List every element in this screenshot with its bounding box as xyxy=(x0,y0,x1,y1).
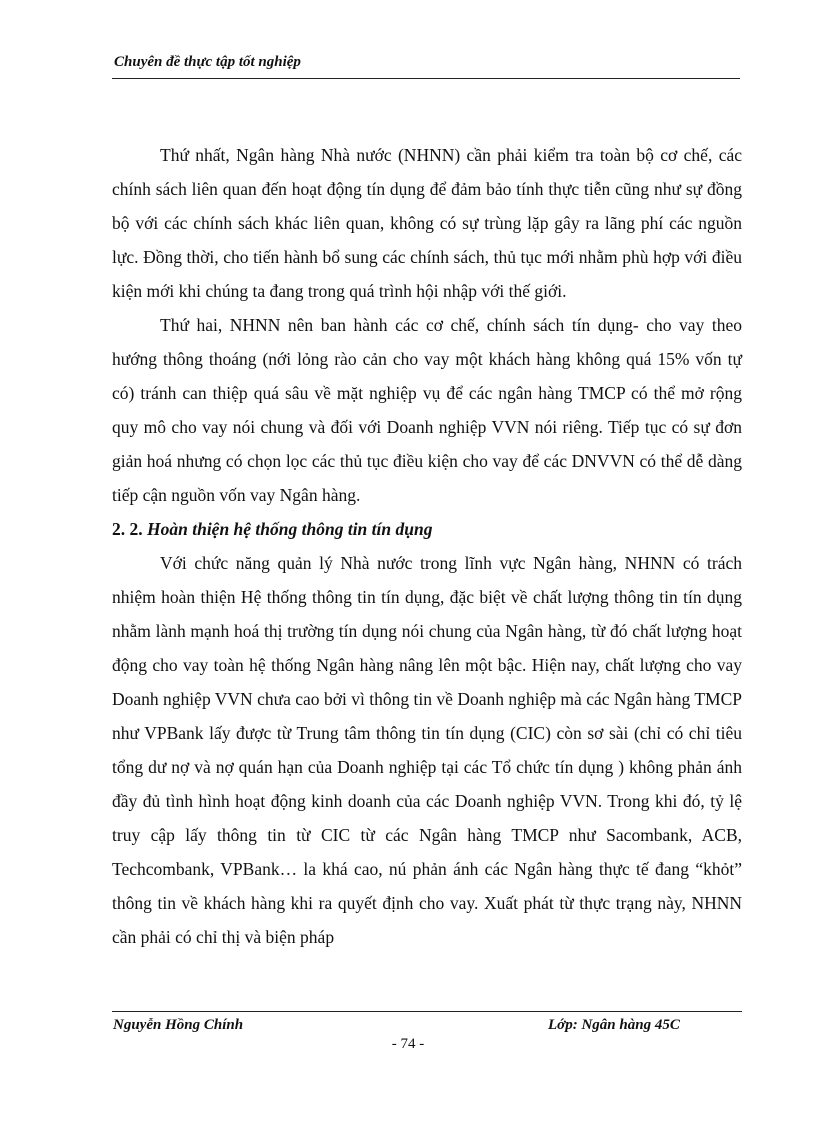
paragraph-first-measure: Thứ nhất, Ngân hàng Nhà nước (NHNN) cần phải kiểm tra toàn bộ cơ chế, các chính sách liên quan đến hoạt động tín dụng để đảm bảo tính thực tiễn cũng như sự đồng bộ với các chính sách khác liên quan, không có sự trùng lặp gây ra lãng phí các nguồn lực. Đồng thời, cho tiến hành bổ sung các chính sách, thủ tục mới nhằm phù hợp với điều kiện mới khi chúng ta đang trong quá trình hội nhập với thế giới. xyxy=(112,145,742,301)
footer-divider xyxy=(112,1011,742,1012)
page-number: - 74 - xyxy=(391,1036,425,1052)
header-title: Chuyên đề thực tập tốt nghiệp xyxy=(114,54,301,70)
section-heading xyxy=(112,512,742,546)
page-content xyxy=(112,138,742,954)
section-number: 2. 2. xyxy=(112,519,143,539)
page-header xyxy=(112,52,740,79)
footer-class-label: Lớp: Ngân hàng 45C xyxy=(548,1017,680,1033)
footer-author: Nguyễn Hồng Chính xyxy=(113,1017,244,1033)
paragraph-credit-info: Với chức năng quản lý Nhà nước trong lĩnh vực Ngân hàng, NHNN có trách nhiệm hoàn thiện Hệ thống thông tin tín dụng, đặc biệt về chất lượng thông tin tín dụng nhằm lành mạnh hoá thị trường tín dụng nói chung của Ngân hàng, từ đó chất lượng hoạt động cho vay toàn hệ thống Ngân hàng nâng lên một bậc. Hiện nay, chất lượng cho vay Doanh nghiệp VVN chưa cao bởi vì thông tin về Doanh nghiệp mà các Ngân hàng TMCP như VPBank lấy được từ Trung tâm thông tin tín dụng (CIC) còn sơ sài (chỉ có chỉ tiêu tổng dư nợ và nợ quán hạn của Doanh nghiệp tại các Tổ chức tín dụng ) không phản ánh đầy đủ tình hình hoạt động kinh doanh của các Doanh nghiệp VVN. Trong khi đó, tỷ lệ truy cập lấy thông tin từ CIC từ các Ngân hàng TMCP như Sacombank, ACB, Techcombank, VPBank… la khá cao, nú phản ánh các Ngân hàng thực tế đang “khỏt” thông tin về khách hàng khi ra quyết định cho vay. Xuất phát từ thực trạng này, NHNN cần phải có chỉ thị và biện pháp xyxy=(112,553,742,947)
section-title: Hoàn thiện hệ thống thông tin tín dụng xyxy=(147,519,433,539)
paragraph-second-measure: Thứ hai, NHNN nên ban hành các cơ chế, chính sách tín dụng- cho vay theo hướng thông thoáng (nới lỏng rào cản cho vay một khách hàng không quá 15% vốn tự có) tránh can thiệp quá sâu về mặt nghiệp vụ để các ngân hàng TMCP có thể mở rộng quy mô cho vay nói chung và đối với Doanh nghiệp VVN nói riêng. Tiếp tục có sự đơn giản hoá nhưng có chọn lọc các thủ tục điều kiện cho vay để các DNVVN có thể dễ dàng tiếp cận nguồn vốn vay Ngân hàng. xyxy=(112,315,742,505)
